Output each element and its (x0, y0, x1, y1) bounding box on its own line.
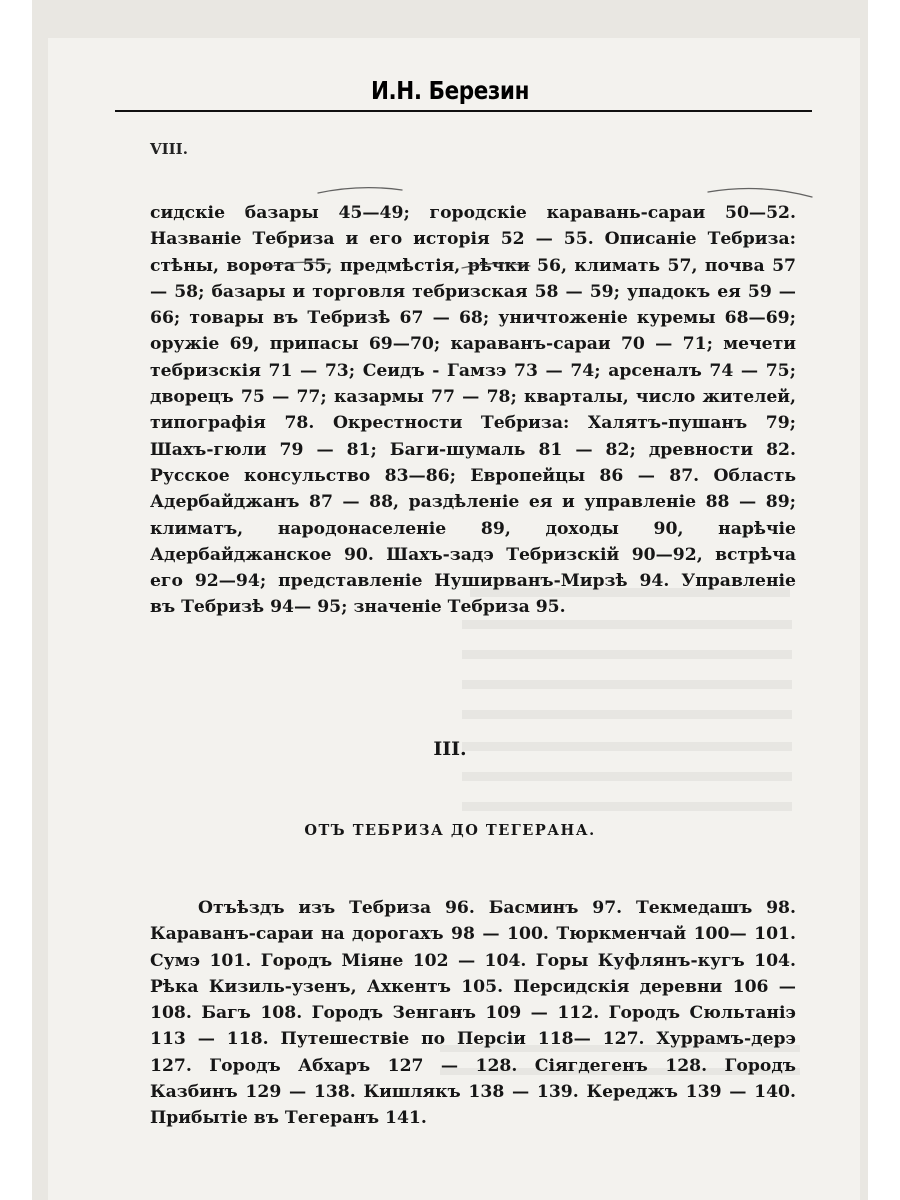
page-number: VIII. (150, 140, 188, 158)
author-header: И.Н. Березин (370, 76, 529, 105)
section-number: III. (433, 738, 467, 760)
section-title: ОТЪ ТЕБРИЗА ДО ТЕГЕРАНА. (304, 822, 596, 839)
contents-paragraph-1: сидскіе базары 45—49; городскіе каравань-сараи 50—52. Названіе Тебриза и его исторія 52 — 55. Описаніе Тебриза: стѣны, ворота 55, предмѣстія, рѣчки 56, климать 57, почва 57 — 58; базары и торговля тебризская 58 — 59; упадокъ ея 59 — 66; товары въ Тебризѣ 67 — 68; уничтоженіе куремы 68—69; оружіе 69, припасы 69—70; караванъ-сараи 70 — 71; мечети тебризскія 71 — 73; Сеидъ - Гамзэ 73 — 74; арсеналъ 74 — 75; дворецъ 75 — 77; казармы 77 — 78; кварталы, число жителей, типографія 78. Окрестности Тебриза: Халятъ-пушанъ 79; Шахъ-гюли 79 — 81; Баги-шумаль 81 — 82; древности 82. Русское консульство 83—86; Европейцы 86 — 87. Область Адербайджанъ 87 — 88, раздѣленіе ея и управленіе 88 — 89; климатъ, народонаселеніе 89, доходы 90, нарѣчіе Адербайджанское 90. Шахъ-задэ Тебризскій 90—92, встрѣча его 92—94; представленіе Нуширванъ-Мирзѣ 94. Управленіе въ Тебризѣ 94— 95; значеніе Тебриза 95. (150, 203, 796, 618)
contents-paragraph-2: Отъѣздъ изъ Тебриза 96. Басминъ 97. Текмедашъ 98. Караванъ-сараи на дорогахъ 98 — 100. Тюркменчай 100— 101. Сумэ 101. Городъ Міяне 102 — 104. Горы Куфлянъ-кугъ 104. Рѣка Кизиль-узенъ, Ахкентъ 105. Персидскія деревни 106 — 108. Багъ 108. Городъ Зенганъ 109 — 112. Городъ Сюльтаніэ 113 — 118. Путешествіе по Персіи 118— 127. Хуррамъ-дерэ 127. Городъ Абхаръ 127 — 128. Сіягдегенъ 128. Городъ Казбинъ 129 — 138. Кишлякъ 138 — 139. Кереджъ 139 — 140. Прибытіе въ Тегеранъ 141. (150, 898, 796, 1129)
header-divider (115, 110, 812, 112)
